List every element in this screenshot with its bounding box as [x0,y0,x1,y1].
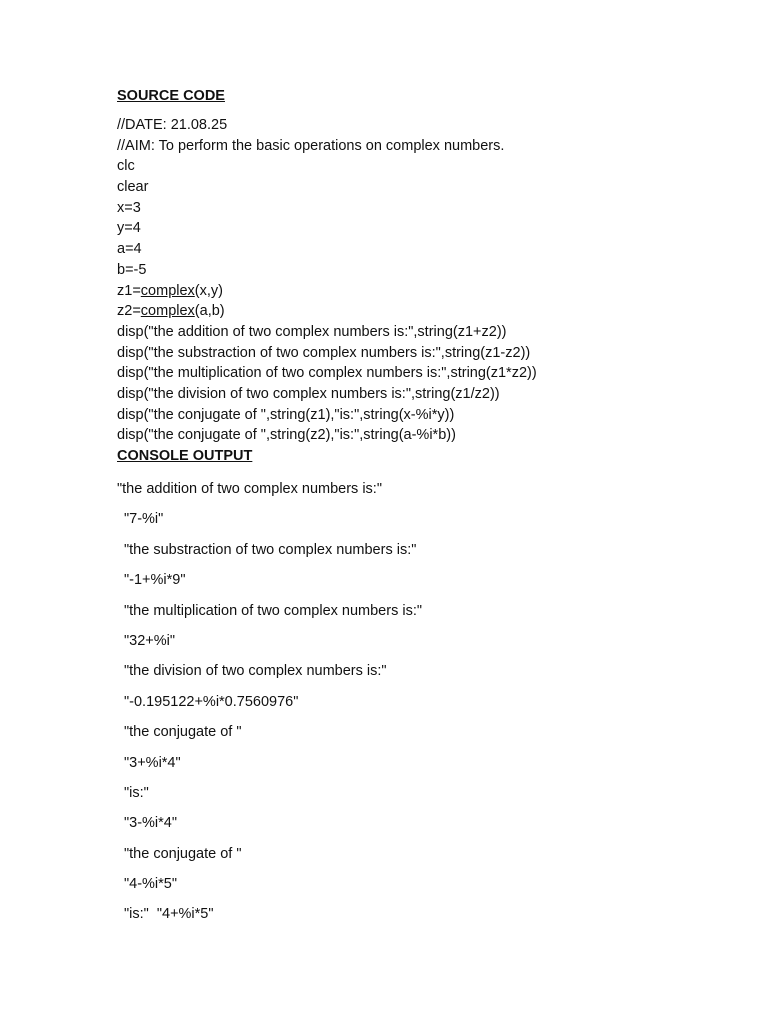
output-line: "the conjugate of " [124,724,242,741]
output-line: "3+%i*4" [124,754,181,771]
output-line: "the substraction of two complex numbers is:" [124,541,417,558]
z2-complex-function: complex [140,303,195,320]
code-line-clear: clear [117,179,149,196]
code-line-date: //DATE: 21.08.25 [117,117,228,133]
output-line: "is:" "4+%i*5" [124,906,214,923]
document-page [117,86,737,930]
source-code-heading: SOURCE CODE [117,88,225,104]
code-line-z2 [117,301,737,322]
output-line: "32+%i" [124,632,176,649]
code-line-disp-conjugate-z2: disp("the conjugate of ",string(z2),"is:",string(a-%i*b)) [117,427,456,444]
output-line: "the multiplication of two complex numbers is:" [124,602,423,619]
code-line-b: b=-5 [117,261,147,278]
z1-assign: z1= [117,282,141,299]
output-line: "3-%i*4" [124,815,178,832]
code-line-aim: //AIM: To perform the basic operations on complex numbers. [117,137,505,154]
console-output-heading: CONSOLE OUTPUT [117,448,253,464]
code-line-a: a=4 [117,241,142,258]
output-line: "is:" [124,784,149,801]
z2-args: (a,b) [194,303,225,320]
output-line: "4-%i*5" [124,876,178,893]
output-line: "-1+%i*9" [124,572,186,589]
output-line: "the division of two complex numbers is:" [124,663,387,680]
output-line: "the addition of two complex numbers is:" [117,481,382,497]
output-line: "7-%i" [124,511,164,528]
output-line: "-0.195122+%i*0.7560976" [124,693,299,710]
console-output-block [117,474,737,930]
z1-complex-function: complex [140,282,195,299]
z1-args: (x,y) [194,282,223,299]
source-code-block [117,115,737,446]
code-line-z1 [117,281,737,302]
code-line-disp-division: disp("the division of two complex numbers is:",string(z1/z2)) [117,385,500,402]
code-line-clc: clc [117,158,135,175]
code-line-disp-addition: disp("the addition of two complex numbers is:",string(z1+z2)) [117,323,507,340]
output-line: "the conjugate of " [124,845,242,862]
code-line-disp-multiplication: disp("the multiplication of two complex numbers is:",string(z1*z2)) [117,365,537,382]
code-line-x: x=3 [117,199,141,216]
code-line-disp-conjugate-z1: disp("the conjugate of ",string(z1),"is:",string(x-%i*y)) [117,406,455,423]
code-line-y: y=4 [117,220,141,237]
z2-assign: z2= [117,303,141,320]
code-line-disp-substraction: disp("the substraction of two complex numbers is:",string(z1-z2)) [117,344,531,361]
